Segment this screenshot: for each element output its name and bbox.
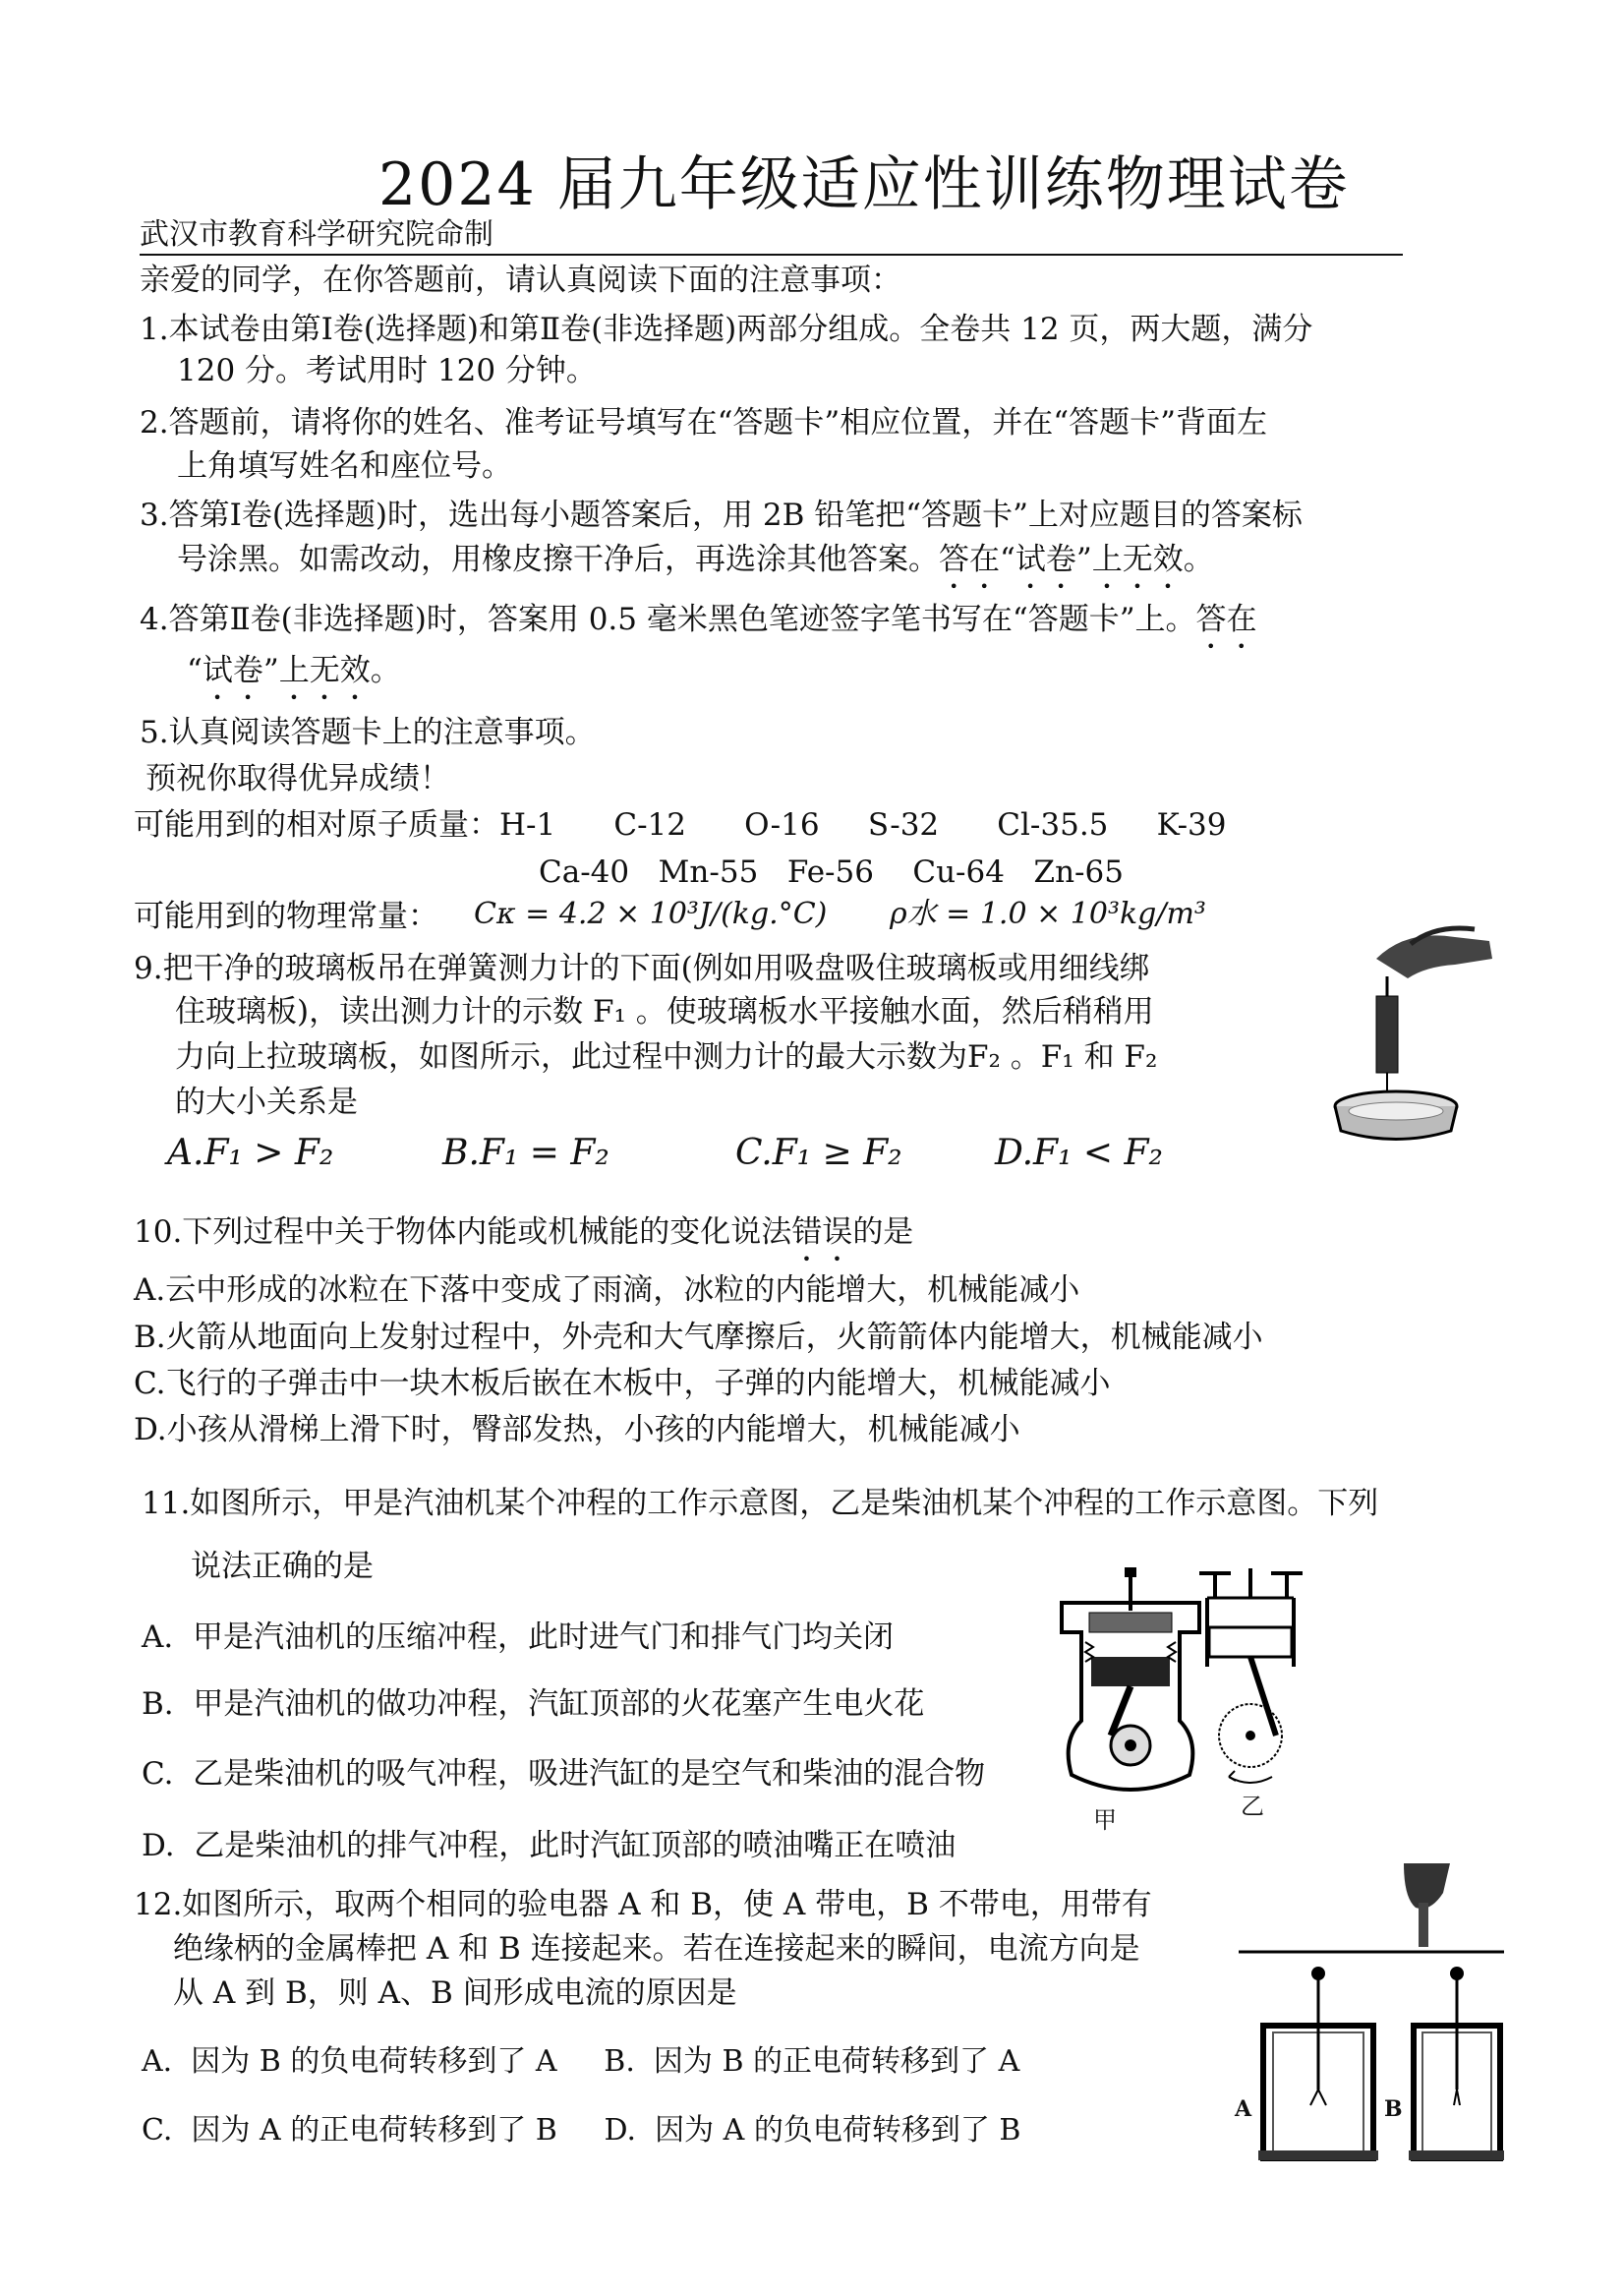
q9-option-d: D.F₁ < F₂ [995, 1133, 1163, 1173]
atomic-mass-line1: 可能用到的相对原子质量：H-1 C-12 O-16 S-32 Cl-35.5 K-39 [134, 807, 1227, 843]
notice-1-line2: 120 分。考试用时 120 分钟。 [177, 353, 597, 388]
notice-2-line1: 2.答题前，请将你的姓名、准考证号填写在“答题卡”相应位置，并在“答题卡”背面左 [140, 405, 1267, 441]
emphasis-text: 答在“试卷”上无效。 [939, 542, 1214, 577]
notice-1-line1: 1.本试卷由第Ⅰ卷(选择题)和第Ⅱ卷(非选择题)两部分组成。全卷共 12 页，两大题，满分 [140, 312, 1313, 347]
emphasis-text: 答在 [1195, 602, 1257, 637]
q10-option-d: D.小孩从滑梯上滑下时，臀部发热，小孩的内能增大，机械能减小 [134, 1412, 1020, 1447]
notice-4-line1: 4.答第Ⅱ卷(非选择题)时，答案用 0.5 毫米黑色笔迹签字笔书写在“答题卡”上。答在 [140, 602, 1257, 637]
diesel-engine-figure [1189, 1568, 1312, 1795]
page-title: 2024 届九年级适应性训练物理试卷 [378, 150, 1350, 219]
q11-option-b: B. 甲是汽油机的做功冲程，汽缸顶部的火花塞产生电火花 [142, 1686, 925, 1722]
q12-stem-line2: 绝缘柄的金属棒把 A 和 B 连接起来。若在连接起来的瞬间，电流方向是 [173, 1931, 1140, 1967]
constants-label: 可能用到的物理常量： [134, 899, 438, 934]
q12-options-ab: A. 因为 B 的负电荷转移到了 A B. 因为 B 的正电荷转移到了 A [142, 2044, 1020, 2079]
title-underline [140, 254, 1403, 256]
emphasis-text: 错误 [791, 1214, 853, 1250]
atomic-mass-line2: Ca-40 Mn-55 Fe-56 Cu-64 Zn-65 [539, 854, 1124, 890]
author-line: 武汉市教育科学研究院命制 [140, 217, 493, 252]
q12-stem-line1: 12.如图所示，取两个相同的验电器 A 和 B，使 A 带电，B 不带电，用带有 [134, 1887, 1152, 1922]
q11-stem-line2: 说法正确的是 [191, 1549, 374, 1584]
electroscope-figure [1239, 1863, 1504, 2163]
q9-stem-line2: 住玻璃板)，读出测力计的示数 F₁ 。使玻璃板水平接触水面，然后稍稍用 [175, 994, 1154, 1030]
q10-stem: 10.下列过程中关于物体内能或机械能的变化说法错误的是 [134, 1214, 914, 1250]
q9-stem-line4: 的大小关系是 [175, 1085, 358, 1120]
q12-stem-line3: 从 A 到 B，则 A、B 间形成电流的原因是 [173, 1975, 737, 2011]
q9-option-b: B.F₁ = F₂ [442, 1133, 609, 1173]
notice-3-line2: 号涂黑。如需改动，用橡皮擦干净后，再选涂其他答案。答在“试卷”上无效。 [177, 542, 1214, 577]
notice-2-line2: 上角填写姓名和座位号。 [177, 448, 512, 484]
figure-label-yi: 乙 [1241, 1793, 1264, 1820]
notice-4-line2: “试卷”上无效。 [187, 653, 401, 688]
notice-5: 5.认真阅读答题卡上的注意事项。 [140, 715, 596, 750]
q11-option-c: C. 乙是柴油机的吸气冲程，吸进汽缸的是空气和柴油的混合物 [142, 1756, 986, 1792]
q12-options-cd: C. 因为 A 的正电荷转移到了 B D. 因为 A 的负电荷转移到了 B [142, 2113, 1021, 2148]
notice-intro: 亲爱的同学，在你答题前，请认真阅读下面的注意事项： [140, 263, 901, 298]
q9-option-c: C.F₁ ≥ F₂ [735, 1133, 902, 1173]
q10-option-b: B.火箭从地面向上发射过程中，外壳和大气摩擦后，火箭箭体内能增大，机械能减小 [134, 1320, 1263, 1355]
q9-stem-line1: 9.把干净的玻璃板吊在弹簧测力计的下面(例如用吸盘吸住玻璃板或用细线绑 [134, 951, 1150, 986]
electroscope-label-a: A [1235, 2096, 1252, 2122]
q10-option-a: A.云中形成的冰粒在下落中变成了雨滴，冰粒的内能增大，机械能减小 [134, 1272, 1080, 1308]
notice-wish: 预祝你取得优异成绩！ [145, 761, 450, 796]
q9-option-a: A.F₁ > F₂ [167, 1133, 334, 1173]
q11-option-a: A. 甲是汽油机的压缩冲程，此时进气门和排气门均关闭 [142, 1619, 894, 1655]
q11-option-d: D. 乙是柴油机的排气冲程，此时汽缸顶部的喷油嘴正在喷油 [142, 1828, 957, 1863]
notice-3-line1: 3.答第Ⅰ卷(选择题)时，选出每小题答案后，用 2B 铅笔把“答题卡”上对应题目的答案标 [140, 498, 1303, 533]
q10-option-c: C.飞行的子弹击中一块木板后嵌在木板中，子弹的内能增大，机械能减小 [134, 1366, 1111, 1401]
q11-stem-line1: 11.如图所示，甲是汽油机某个冲程的工作示意图，乙是柴油机某个冲程的工作示意图。下列 [142, 1486, 1379, 1521]
electroscope-label-b: B [1384, 2096, 1403, 2122]
q9-stem-line3: 力向上拉玻璃板，如图所示，此过程中测力计的最大示数为F₂ 。F₁ 和 F₂ [175, 1039, 1158, 1075]
constant-specific-heat: Cκ = 4.2 × 10³J/(kg.°C) [474, 897, 828, 931]
spring-scale-figure [1317, 919, 1514, 1150]
figure-label-jia: 甲 [1093, 1806, 1117, 1834]
constant-water-density: ρ水 = 1.0 × 10³kg/m³ [890, 897, 1206, 931]
